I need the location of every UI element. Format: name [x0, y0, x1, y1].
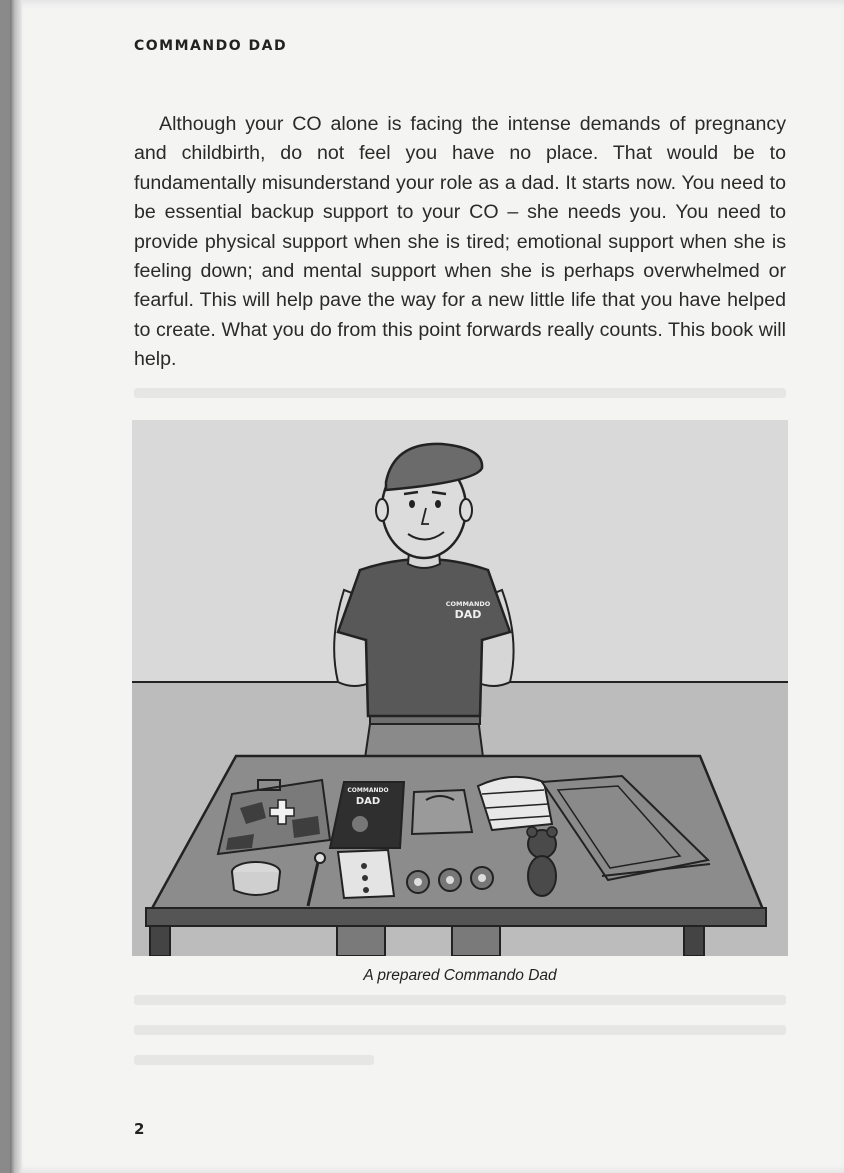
left-eye — [409, 500, 415, 508]
dummy-1 — [407, 871, 429, 893]
dummy-3 — [471, 867, 493, 889]
vest-button — [361, 863, 367, 869]
vest-button — [362, 875, 368, 881]
table-leg-left — [150, 926, 170, 956]
book-page — [10, 0, 844, 1173]
running-head: COMMANDO DAD — [134, 38, 288, 54]
show-through-line — [134, 1025, 786, 1035]
left-ear — [376, 499, 388, 521]
book-title-bottom: DAD — [355, 796, 381, 807]
show-through-line — [134, 388, 786, 398]
teddy-bear — [527, 827, 557, 896]
table-edge — [146, 908, 766, 926]
dummy-2 — [439, 869, 461, 891]
cream-pot-body — [232, 872, 280, 895]
nappy-stack — [478, 777, 552, 830]
table-leg-right — [684, 926, 704, 956]
figure-caption: A prepared Commando Dad — [363, 967, 557, 984]
page-edge — [10, 0, 22, 1173]
thermometer-tip — [315, 853, 325, 863]
commando-dad-illustration — [132, 420, 788, 956]
body-paragraph: Although your CO alone is facing the intense demands of pregnancy and childbirth, do not feel you have no place. That would be to fundamentally misunderstand your role as a dad. It starts now. You need to be essential backup support to your CO – she needs you. You need to provide physical support when she is tired; emotional support when she is feeling down; and mental support when she is perhaps overwhelmed or fearful. This will help pave the way for a new little life that you have helped to create. What you do from this point forwards really counts. This book will help. — [134, 113, 786, 371]
shirt-logo-bottom: DAD — [454, 608, 482, 621]
show-through-line — [134, 1055, 374, 1065]
vest-button — [363, 887, 369, 893]
right-eye — [435, 500, 441, 508]
book-cover-figure — [352, 816, 368, 832]
show-through-line — [134, 995, 786, 1005]
shirt-logo-top: COMMANDO — [445, 600, 491, 608]
right-ear — [460, 499, 472, 521]
page-number: 2 — [134, 1120, 145, 1138]
book-title-top: COMMANDO — [347, 787, 389, 794]
